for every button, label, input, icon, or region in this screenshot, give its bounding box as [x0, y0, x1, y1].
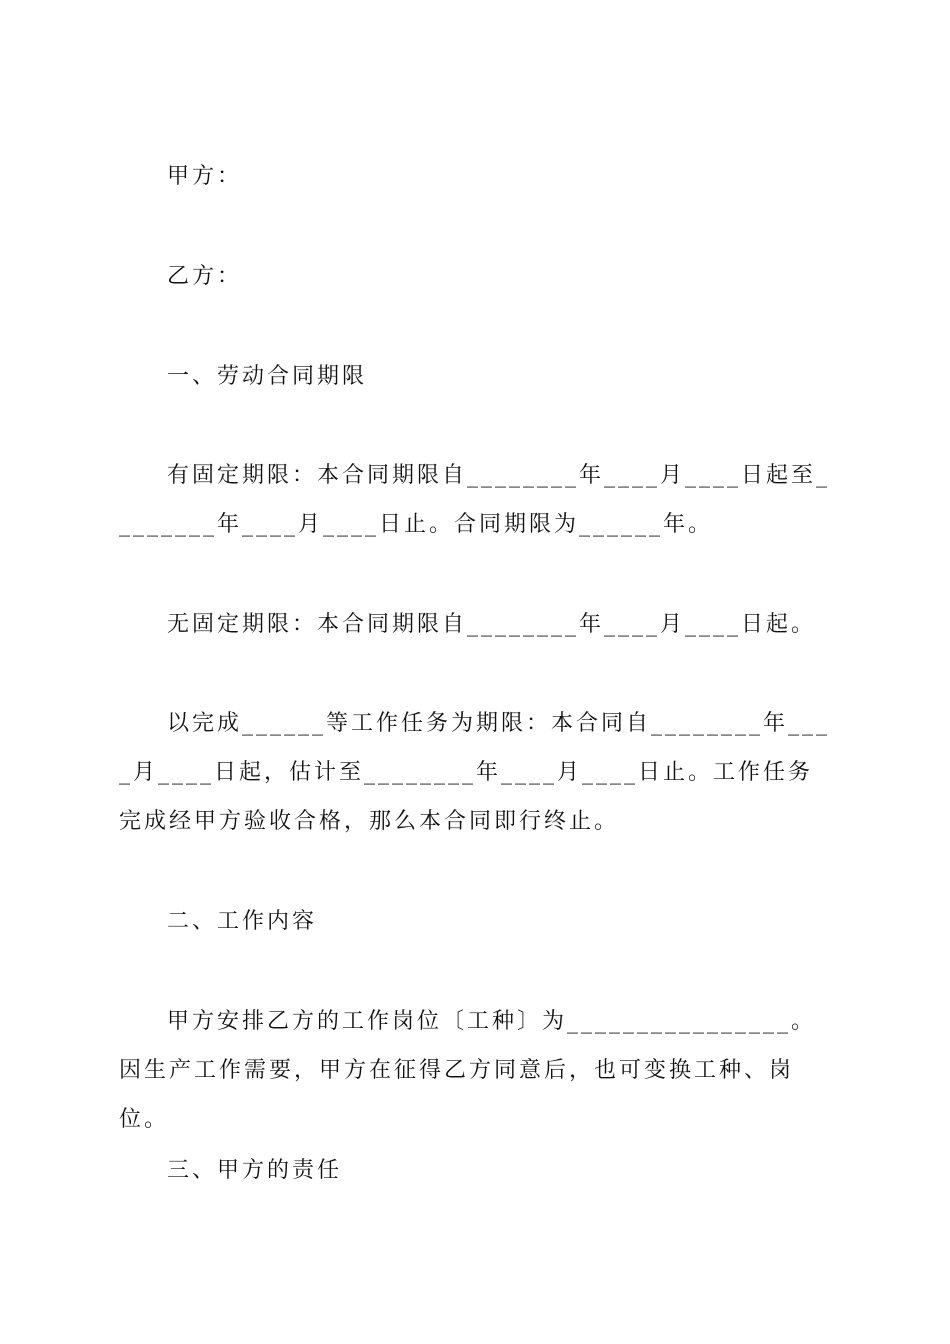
section-heading-work-content: 二、工作内容 [167, 909, 318, 934]
fixed-term-paragraph: 有固定期限：本合同期限自________年____月____日起至________年____月____日止。合同期限为______年。 [119, 463, 831, 537]
section-heading-party-a-duties: 三、甲方的责任 [167, 1158, 343, 1183]
party-b-line: 乙方： [167, 264, 243, 289]
party-a-line: 甲方： [167, 164, 243, 189]
task-term-paragraph: 以完成______等工作任务为期限：本合同自________年____月____日起，估计至________年____月____日止。工作任务完成经甲方验收合格，那么本合同即行终止。 [119, 711, 831, 834]
work-content-paragraph: 甲方安排乙方的工作岗位〔工种〕为________________。因生产工作需要，甲方在征得乙方同意后，也可变换工种、岗位。 [119, 1009, 817, 1132]
section-heading-contract-term: 一、劳动合同期限 [167, 364, 368, 389]
no-fixed-term-paragraph: 无固定期限：本合同期限自________年____月____日起。 [167, 612, 817, 637]
